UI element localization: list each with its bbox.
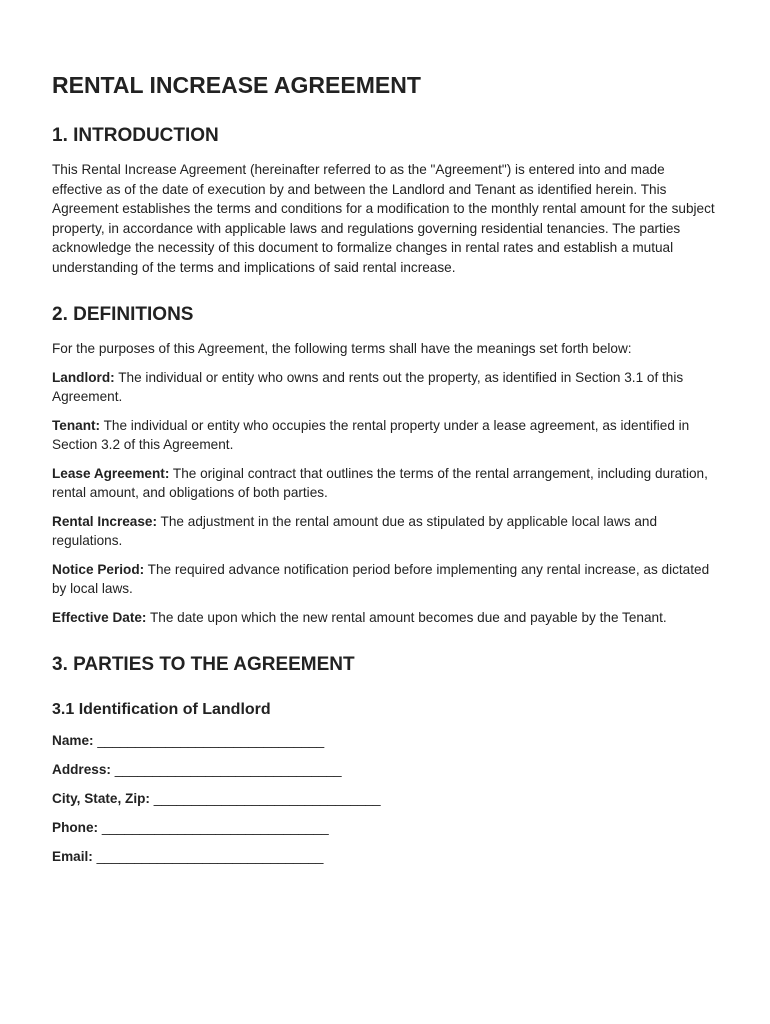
definition-effective-date [52,608,718,628]
landlord-address-field[interactable] [52,760,718,780]
definition-term: Notice Period: [52,561,145,577]
definition-term: Rental Increase: [52,513,158,529]
definition-text: The adjustment in the rental amount due as stipulated by applicable local laws and regulations. [52,513,658,548]
field-label: Name: [52,733,94,748]
field-blank: ______________________________ [92,849,324,864]
section-parties-heading: 3. PARTIES TO THE AGREEMENT [52,654,355,675]
field-blank: ______________________________ [98,820,329,835]
definition-text: The individual or entity who occupies the rental property under a lease agreement, as identified in Section 3.2 of this Agreement. [52,417,690,452]
definition-term: Landlord: [52,369,115,385]
field-label: Address: [52,762,111,777]
section-definitions-heading: 2. DEFINITIONS [52,304,194,325]
field-blank: ______________________________ [110,762,342,777]
definition-text: The date upon which the new rental amount becomes due and payable by the Tenant. [146,609,667,625]
definition-notice-period [52,560,718,599]
definition-text: The required advance notification period before implementing any rental increase, as dictated by local laws. [52,561,710,596]
definition-text: The original contract that outlines the terms of the rental arrangement, including duration, rental amount, and obligations of both parties. [52,465,708,500]
section-introduction-heading: 1. INTRODUCTION [52,125,219,146]
field-blank: ______________________________ [93,733,325,748]
field-label: Email: [52,849,93,864]
definition-lease-agreement [52,464,718,503]
definition-landlord [52,368,718,407]
definition-term: Tenant: [52,417,101,433]
definition-rental-increase [52,512,718,551]
definition-tenant [52,416,718,455]
document-title: RENTAL INCREASE AGREEMENT [52,72,421,98]
field-label: City, State, Zip: [52,791,150,806]
field-blank: ______________________________ [149,791,381,806]
definition-text: The individual or entity who owns and rents out the property, as identified in Section 3.1 of this Agreement. [52,369,684,404]
definition-term: Lease Agreement: [52,465,170,481]
definitions-intro: For the purposes of this Agreement, the following terms shall have the meanings set forth below: [52,341,632,356]
landlord-phone-field[interactable] [52,818,718,838]
landlord-city-state-zip-field[interactable] [52,789,718,809]
introduction-body: This Rental Increase Agreement (hereinafter referred to as the "Agreement") is entered into and made effective as of the date of execution by and between the Landlord and Tenant as identified herein. This Agreement establishes the terms and conditions for a modification to the monthly rental amount for the subject property, in accordance with applicable laws and regulations governing residential tenancies. The parties acknowledge the necessity of this document to formalize changes in rental rates and establish a mutual understanding of the terms and implications of said rental increase. [52,162,715,275]
landlord-email-field[interactable] [52,847,718,867]
landlord-identification-heading: 3.1 Identification of Landlord [52,701,271,718]
field-label: Phone: [52,820,99,835]
landlord-name-field[interactable] [52,731,718,751]
definition-term: Effective Date: [52,609,147,625]
document-page [52,70,718,876]
